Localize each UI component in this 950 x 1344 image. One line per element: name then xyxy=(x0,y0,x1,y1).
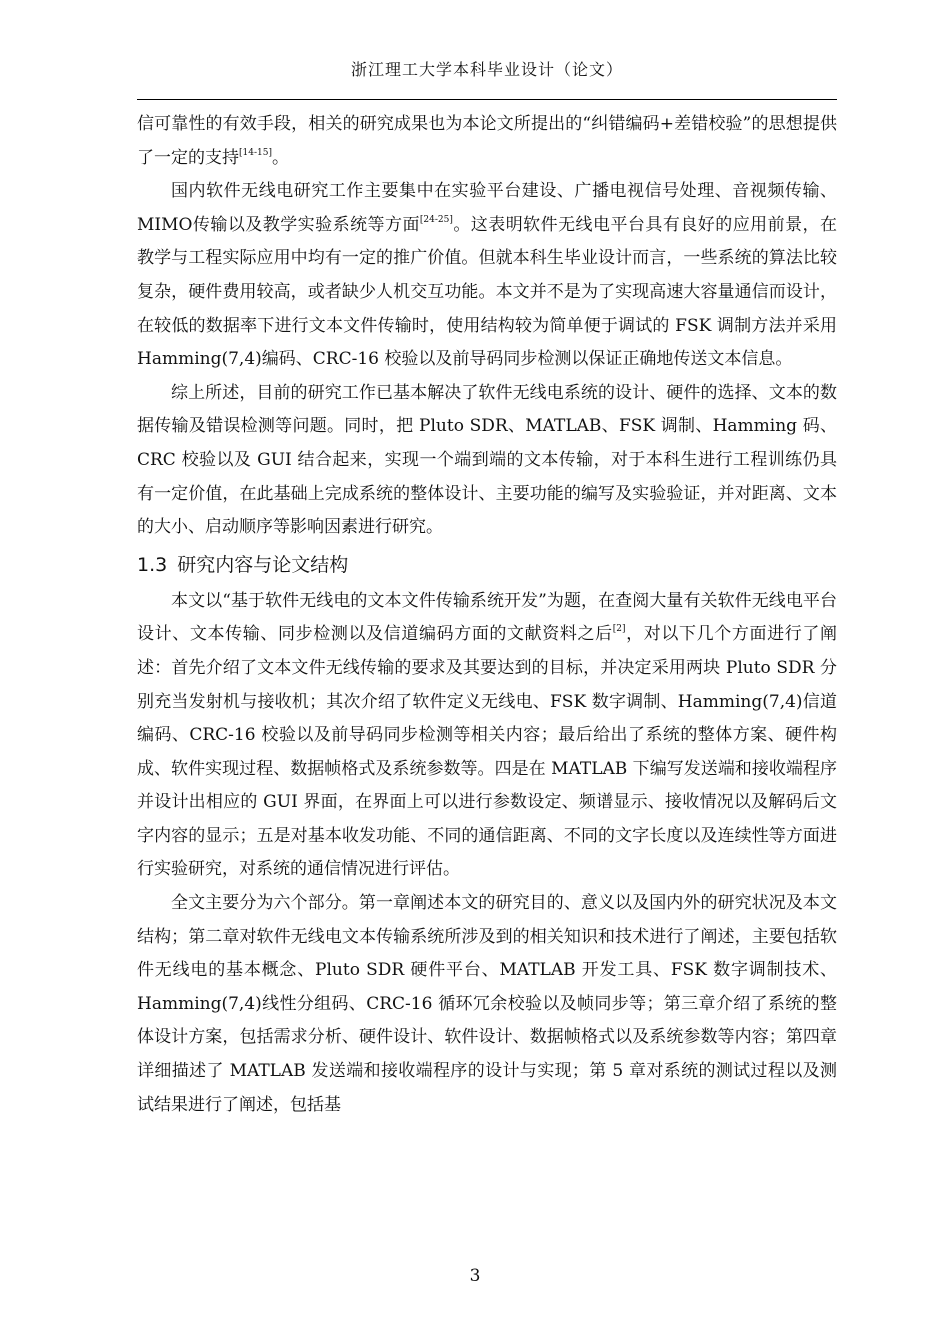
paragraph-text: 。这表明软件无线电平台具有良好的应用前景，在教学与工程实际应用中均有一定的推广价值。但就本科生毕业设计而言，一些系统的算法比较复杂，硬件费用较高，或者缺少人机交互功能。本文并不是为了实现高速大容量通信而设计，在较低的数据率下进行文本文件传输时，使用结构较为简单便于调试的 FSK 调制方法并采用 Hamming(7,4)编码、CRC-16 校验以及前导码同步检测以保证正确地传送文本信息。 xyxy=(137,214,837,370)
paragraph-3 xyxy=(137,377,837,545)
paragraph-4 xyxy=(137,585,837,887)
body-text xyxy=(137,108,837,1122)
page-number: 3 xyxy=(469,1266,481,1286)
paragraph-text: ，对以下几个方面进行了阐述：首先介绍了文本文件无线传输的要求及其要达到的目标，并决定采用两块 Pluto SDR 分别充当发射机与接收机；其次介绍了软件定义无线电、FSK 数字调制、Hamming(7,4)信道编码、CRC-16 校验以及前导码同步检测等相关内容；最后给出了系统的整体方案、硬件构成、软件实现过程、数据帧格式及系统参数等。四是在 MATLAB 下编写发送端和接收端程序并设计出相应的 GUI 界面，在界面上可以进行参数设定、频谱显示、接收情况以及解码后文字内容的显示；五是对基本收发功能、不同的通信距离、不同的文字长度以及连续性等方面进行实验研究，对系统的通信情况进行评估。 xyxy=(137,624,838,880)
citation: [2] xyxy=(612,624,626,635)
paragraph-text: 本文以“基于软件无线电的文本文件传输系统开发”为题，在查阅大量有关软件无线电平台设计、文本传输、同步检测以及信道编码方面的文献资料之后 xyxy=(137,590,837,645)
header-divider xyxy=(137,99,837,100)
paragraph-text: 全文主要分为六个部分。第一章阐述本文的研究目的、意义以及国内外的研究状况及本文结构；第二章对软件无线电文本传输系统所涉及到的相关知识和技术进行了阐述，主要包括软件无线电的基本概念、Pluto SDR 硬件平台、MATLAB 开发工具、FSK 数字调制技术、Hamming(7,4)线性分组码、CRC-16 循环冗余校验以及帧同步等；第三章介绍了系统的整体设计方案，包括需求分析、硬件设计、软件设计、数据帧格式以及系统参数等内容；第四章详细描述了 MATLAB 发送端和接收端程序的设计与实现；第 5 章对系统的测试过程以及测试结果进行了阐述，包括基 xyxy=(137,893,837,1115)
paragraph-1 xyxy=(137,108,837,175)
citation: [24-25] xyxy=(419,214,453,225)
paragraph-2 xyxy=(137,175,837,377)
section-title: 研究内容与论文结构 xyxy=(177,553,349,576)
paragraph-text: 。 xyxy=(271,147,289,168)
paragraph-5 xyxy=(137,887,837,1122)
section-number: 1.3 xyxy=(137,553,168,576)
paragraph-text: 信可靠性的有效手段，相关的研究成果也为本论文所提出的“纠错编码+差错校验”的思想提供了一定的支持 xyxy=(137,114,837,168)
section-heading xyxy=(137,545,837,585)
paragraph-text: 综上所述，目前的研究工作已基本解决了软件无线电系统的设计、硬件的选择、文本的数据传输及错误检测等问题。同时，把 Pluto SDR、MATLAB、FSK 调制、Hamming 码、CRC 校验以及 GUI 结合起来，实现一个端到端的文本传输，对于本科生进行工程训练仍具有一定价值，在此基础上完成系统的整体设计、主要功能的编写及实验验证，并对距离、文本的大小、启动顺序等影响因素进行研究。 xyxy=(137,382,837,538)
page-header: 浙江理工大学本科毕业设计（论文） xyxy=(350,60,623,79)
citation: [14-15] xyxy=(239,147,272,158)
paragraph-text: 国内软件无线电研究工作主要集中在实验平台建设、广播电视信号处理、音视频传输、MIMO传输以及教学实验系统等方面 xyxy=(137,181,837,235)
